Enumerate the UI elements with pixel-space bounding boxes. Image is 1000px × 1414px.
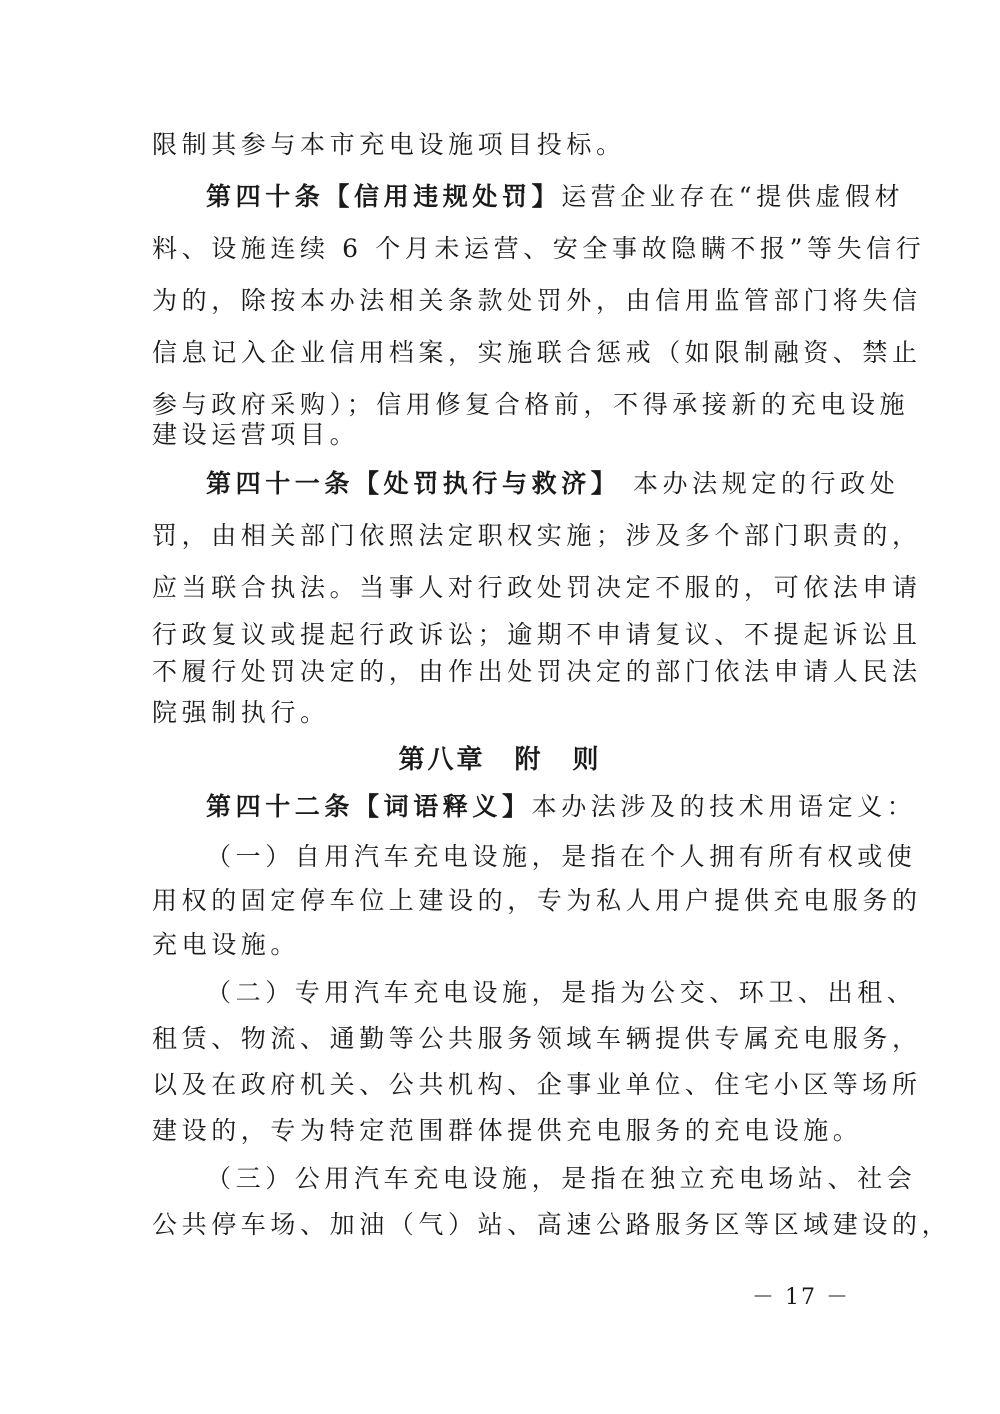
item-1-line: （一）自用汽车充电设施，是指在个人拥有所有权或使 [206, 842, 917, 871]
article-42-line-1 [206, 790, 917, 824]
chapter-heading: 第八章 附 则 [398, 745, 602, 775]
body-line: 行政复议或提起行政诉讼；逾期不申请复议、不提起诉讼且 [152, 620, 922, 649]
article-40-text: 运营企业存在“提供虚假材 [561, 182, 905, 211]
article-40-heading: 第四十条【信用违规处罚】 [206, 182, 562, 211]
body-line: 公共停车场、加油（气）站、高速公路服务区等区域建设的， [152, 1210, 952, 1239]
article-40-line-1 [206, 180, 905, 214]
body-line: 以及在政府机关、公共机构、企事业单位、住宅小区等场所 [152, 1070, 922, 1099]
body-line: 为的，除按本办法相关条款处罚外，由信用监管部门将失信 [152, 286, 922, 315]
body-line: 建设运营项目。 [152, 420, 360, 449]
body-line: 院强制执行。 [152, 698, 330, 727]
body-line: 租赁、物流、通勤等公共服务领域车辆提供专属充电服务， [152, 1024, 922, 1053]
body-line: 不履行处罚决定的，由作出处罚决定的部门依法申请人民法 [152, 657, 922, 686]
body-line: 应当联合执法。当事人对行政处罚决定不服的，可依法申请 [152, 573, 922, 602]
article-41-heading: 第四十一条【处罚执行与救济】 [206, 469, 621, 498]
body-line: 参与政府采购）；信用修复合格前，不得承接新的充电设施 [152, 390, 910, 419]
body-line: 罚，由相关部门依照法定职权实施；涉及多个部门职责的， [152, 521, 922, 550]
item-2-line: （二）专用汽车充电设施，是指为公交、环卫、出租、 [206, 978, 917, 1007]
body-line: 限制其参与本市充电设施项目投标。 [152, 130, 626, 159]
article-42-text: 本办法涉及的技术用语定义： [531, 792, 917, 821]
article-41-line-1 [206, 467, 900, 501]
page-number: － 17 － [752, 1285, 850, 1310]
article-42-heading: 第四十二条【词语释义】 [206, 792, 532, 821]
body-line: 信息记入企业信用档案，实施联合惩戒（如限制融资、禁止 [152, 338, 922, 367]
body-line: 料、设施连续 6 个月未运营、安全事故隐瞒不报”等失信行 [152, 234, 926, 263]
item-3-line: （三）公用汽车充电设施，是指在独立充电场站、社会 [206, 1164, 917, 1193]
body-line: 用权的固定停车位上建设的，专为私人用户提供充电服务的 [152, 886, 922, 915]
body-line: 建设的，专为特定范围群体提供充电服务的充电设施。 [152, 1116, 863, 1145]
article-41-text: 本办法规定的行政处 [620, 469, 900, 498]
body-line: 充电设施。 [152, 930, 301, 959]
